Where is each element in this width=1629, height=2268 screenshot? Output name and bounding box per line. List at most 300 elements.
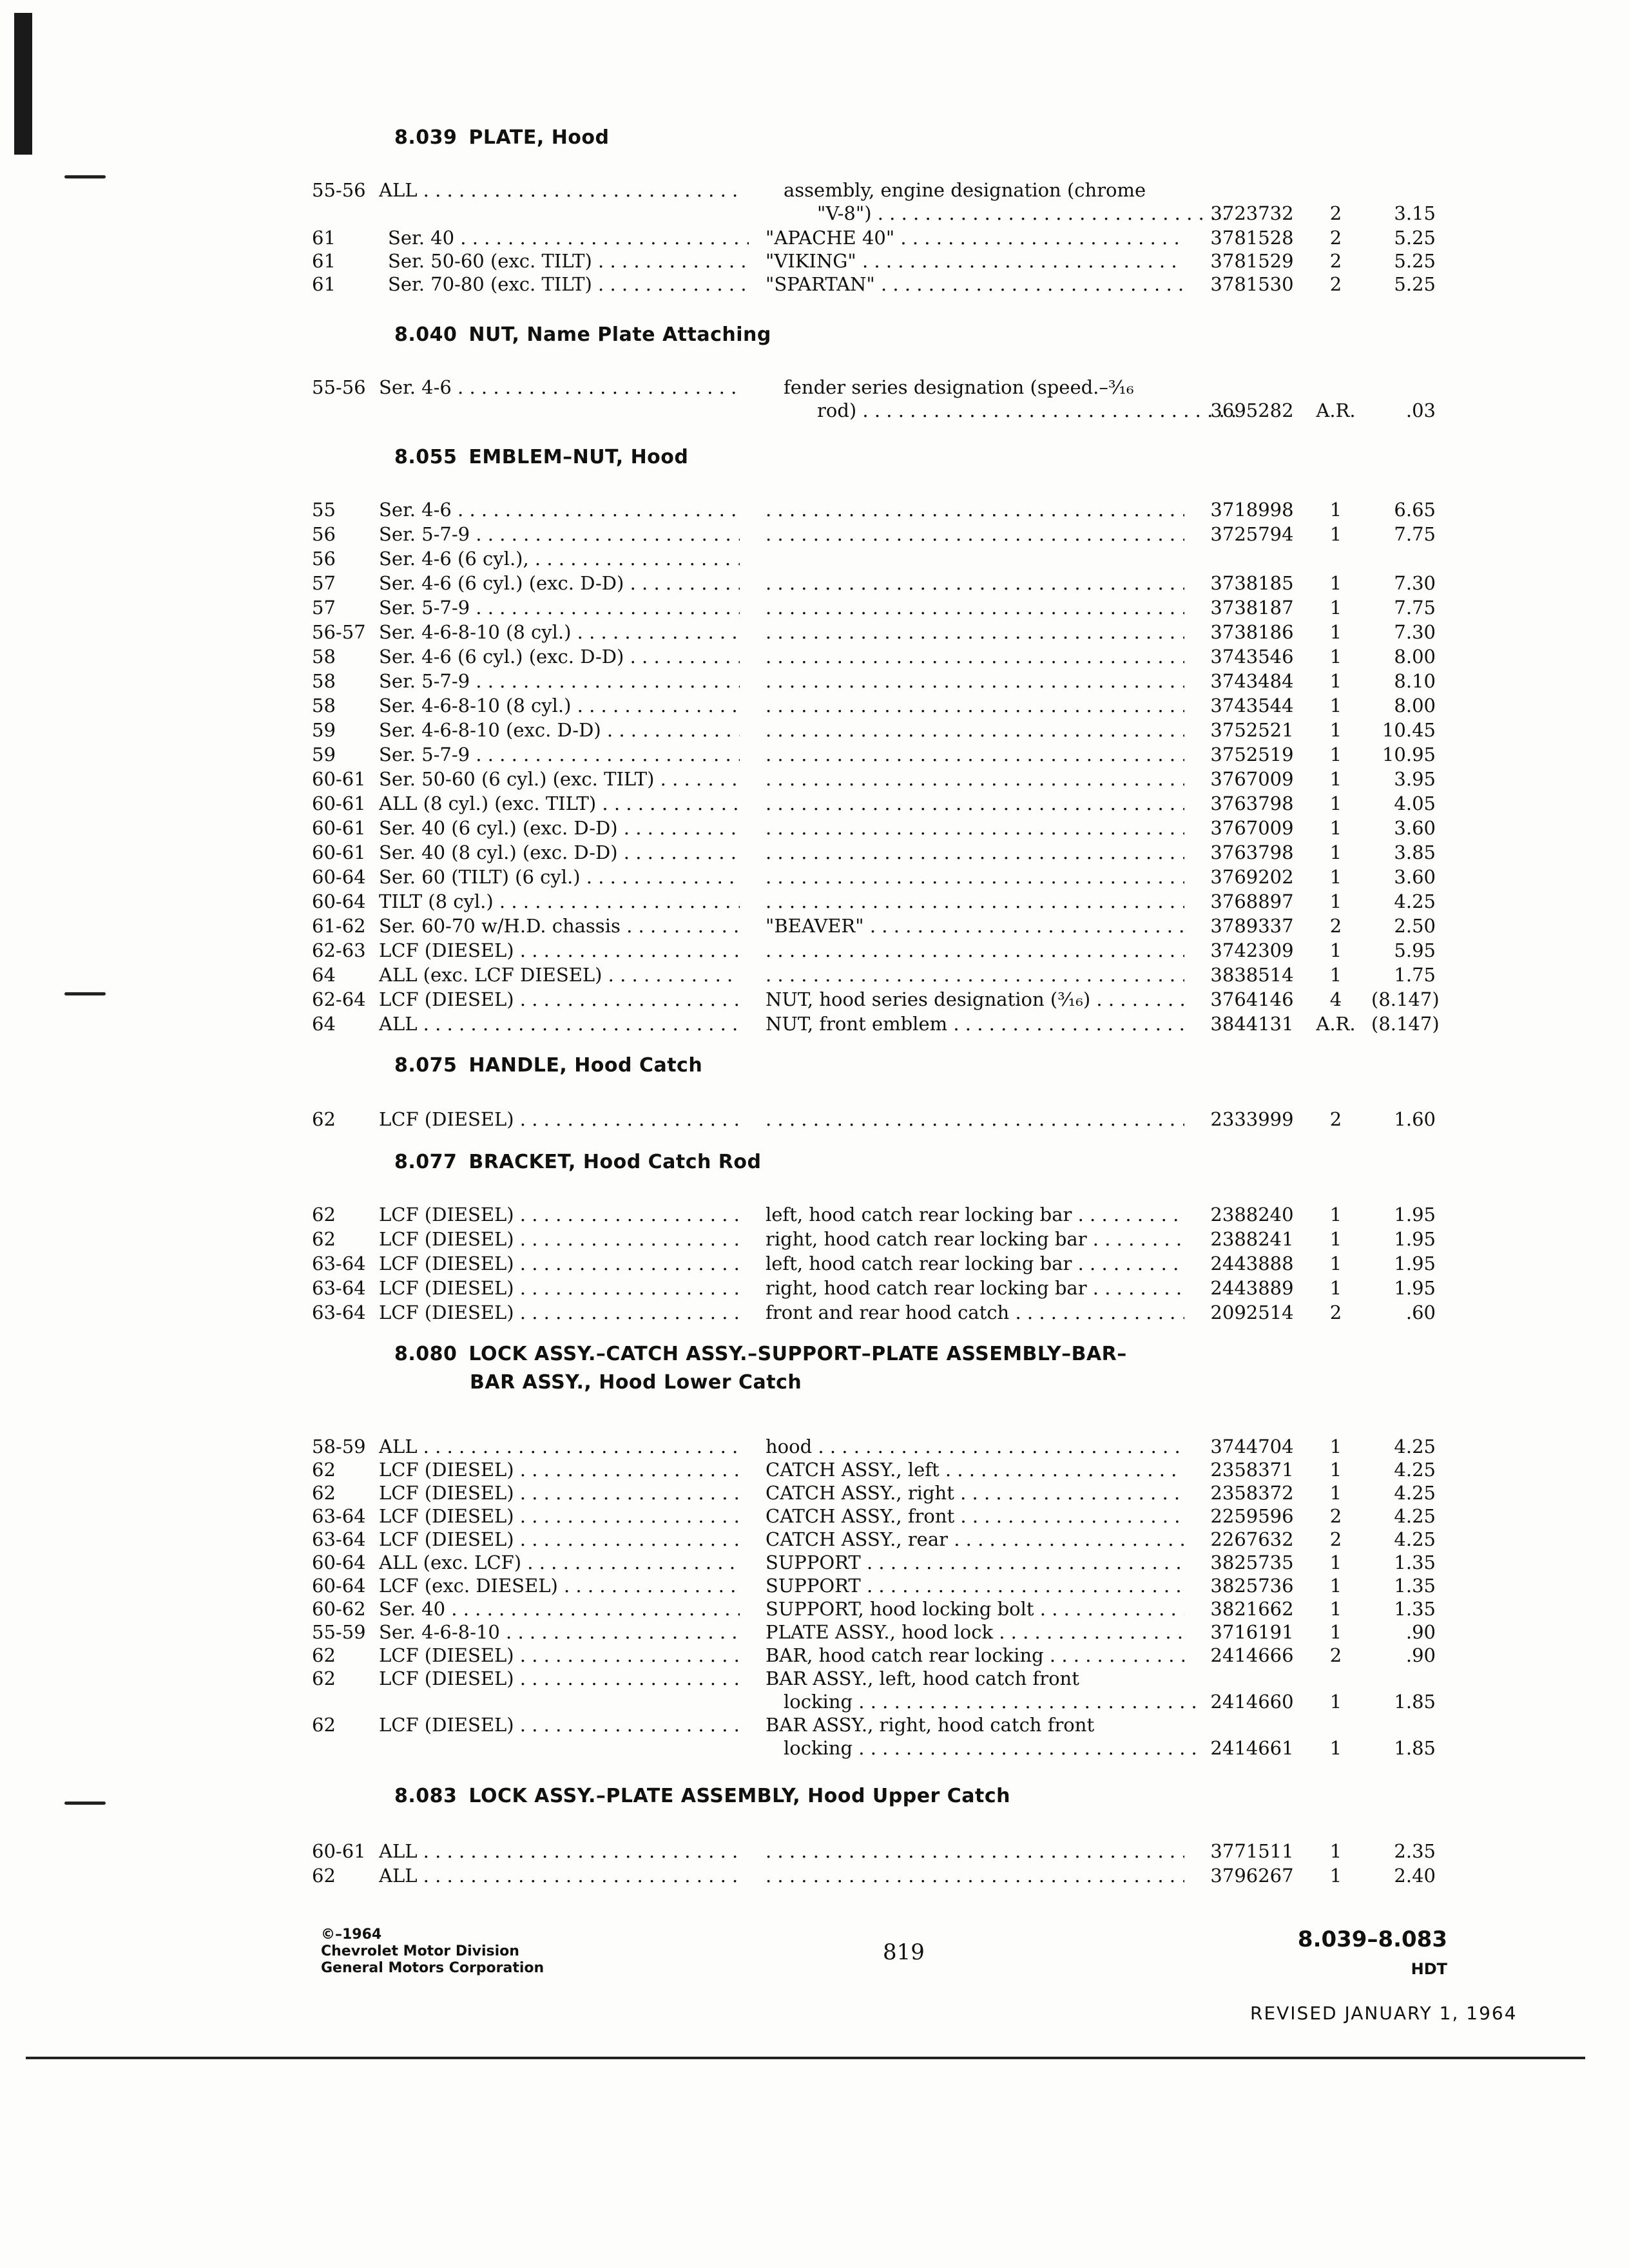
quantity-cell: 1 — [1329, 939, 1342, 961]
table-row-continuation — [0, 1736, 1629, 1760]
description-cell: BAR ASSY., left, hood catch front — [766, 1667, 1079, 1689]
model-cell: LCF (DIESEL) . . . — [379, 987, 740, 1012]
table-row — [0, 840, 1629, 865]
description-cell: CATCH ASSY., right . . . — [766, 1481, 1184, 1505]
model-cell: LCF (DIESEL) . . . — [379, 1713, 740, 1737]
table-row — [0, 1251, 1629, 1276]
table-row — [0, 767, 1629, 791]
description-cell: CATCH ASSY., front . . . — [766, 1504, 1184, 1528]
table-row — [0, 1550, 1629, 1575]
part-number-cell: 3743546 — [1210, 646, 1294, 668]
quantity-cell: 2 — [1329, 1528, 1342, 1550]
description-cell — [766, 595, 1184, 620]
table-row: "V-8") . . . 3723732 2 3.15 — [0, 201, 1629, 226]
section-heading: 8.075 HANDLE, Hood Catch — [394, 1054, 703, 1077]
part-number-cell: 3821662 — [1210, 1598, 1294, 1620]
part-number-cell: 2414666 — [1210, 1644, 1294, 1666]
year-cell: 60-62 — [312, 1598, 366, 1620]
part-number-cell: 3743544 — [1210, 695, 1294, 716]
description-cell: SUPPORT . . . — [766, 1573, 1184, 1598]
description-cell — [766, 693, 1184, 718]
model-cell: ALL (8 cyl.) (exc. TILT) . . . — [379, 791, 740, 816]
table-row — [0, 1276, 1629, 1300]
model-cell: Ser. 4-6-8-10 (exc. D-D) . . . — [379, 718, 740, 742]
year-cell: 60-64 — [312, 1552, 366, 1573]
model-cell: LCF (DIESEL) . . . — [379, 1300, 740, 1325]
bottom-rule — [26, 2057, 1585, 2059]
model-cell: Ser. 4-6-8-10 . . . — [379, 1620, 740, 1644]
model-cell: Ser. 5-7-9 . . . — [379, 522, 740, 546]
description-cell: right, hood catch rear locking bar . . . — [766, 1276, 1184, 1300]
part-number-cell: 3752521 — [1210, 719, 1294, 741]
table-row — [0, 1504, 1629, 1528]
price-cell: 2.50 — [1394, 915, 1436, 937]
quantity-cell: 1 — [1329, 890, 1342, 912]
price-cell: 7.75 — [1394, 597, 1436, 619]
description-cell: hood . . . — [766, 1434, 1184, 1459]
part-number-cell: 2443888 — [1210, 1253, 1294, 1274]
price-cell: 7.75 — [1394, 523, 1436, 545]
section-heading: 8.039 PLATE, Hood — [394, 126, 610, 149]
description-cell — [766, 840, 1184, 865]
table-row — [0, 987, 1629, 1012]
year-cell: 60-61 — [312, 817, 366, 839]
table-row — [0, 742, 1629, 767]
quantity-cell: 1 — [1329, 1691, 1342, 1713]
model-cell: Ser. 5-7-9 . . . — [379, 595, 740, 620]
description-cell: BAR, hood catch rear locking . . . — [766, 1643, 1184, 1667]
quantity-cell: 1 — [1329, 499, 1342, 521]
table-row — [0, 914, 1629, 938]
table-row — [0, 1863, 1629, 1888]
year-cell: 62 — [312, 1644, 336, 1666]
table-row — [0, 546, 1629, 571]
table-row — [0, 1481, 1629, 1505]
description-cell — [766, 938, 1184, 963]
table-row — [0, 1666, 1629, 1691]
description-cell: NUT, hood series designation (³⁄₁₆) . . . — [766, 987, 1184, 1012]
table-row — [0, 1620, 1629, 1644]
section-heading: 8.040 NUT, Name Plate Attaching — [394, 323, 771, 346]
price-cell: 2.40 — [1394, 1865, 1436, 1887]
table-row — [0, 791, 1629, 816]
model-cell: ALL . . . — [379, 1434, 740, 1459]
price-cell: 1.95 — [1394, 1253, 1436, 1274]
table-row — [0, 669, 1629, 693]
quantity-cell: 1 — [1329, 1621, 1342, 1643]
table-row — [0, 522, 1629, 546]
model-cell: Ser. 4-6 . . . — [379, 497, 740, 522]
price-cell: 4.25 — [1394, 1482, 1436, 1504]
part-number-cell: 3763798 — [1210, 793, 1294, 814]
model-cell: LCF (DIESEL) . . . — [379, 1527, 740, 1552]
description-cell: SUPPORT, hood locking bolt . . . — [766, 1597, 1184, 1621]
quantity-cell: 1 — [1329, 597, 1342, 619]
table-row — [0, 1202, 1629, 1227]
model-cell: ALL (exc. LCF DIESEL) . . . — [379, 963, 740, 987]
table-row — [0, 1573, 1629, 1598]
year-cell: 60-61 — [312, 768, 366, 790]
model-cell: Ser. 4-6-8-10 (8 cyl.) . . . — [379, 693, 740, 718]
price-cell: (8.147) — [1371, 1013, 1440, 1035]
part-number-cell: 2388241 — [1210, 1228, 1294, 1250]
description-cell — [766, 718, 1184, 742]
table-row: 55-56 ALL . . . assembly, engine designation (chrome — [0, 178, 1629, 202]
price-cell: 1.75 — [1394, 964, 1436, 986]
part-number-cell: 3716191 — [1210, 1621, 1294, 1643]
quantity-cell: 1 — [1329, 1865, 1342, 1887]
scan-binding-mark — [14, 13, 32, 155]
year-cell: 62 — [312, 1714, 336, 1736]
part-number-cell: 2358372 — [1210, 1482, 1294, 1504]
price-cell: 1.85 — [1394, 1737, 1436, 1759]
price-cell: 8.00 — [1394, 695, 1436, 716]
quantity-cell: 2 — [1329, 1302, 1342, 1323]
table-row: 55-56 Ser. 4-6 . . . fender series designation (speed.–³⁄₁₆ — [0, 375, 1629, 399]
price-cell: 3.95 — [1394, 768, 1436, 790]
price-cell: .90 — [1405, 1644, 1436, 1666]
model-cell: TILT (8 cyl.) . . . — [379, 889, 740, 914]
quantity-cell: 1 — [1329, 768, 1342, 790]
quantity-cell: 1 — [1329, 1598, 1342, 1620]
model-cell: Ser. 40 . . . — [379, 1597, 740, 1621]
part-number-cell: 3752519 — [1210, 744, 1294, 765]
quantity-cell: 1 — [1329, 1204, 1342, 1225]
description-cell — [766, 644, 1184, 669]
year-cell: 63-64 — [312, 1528, 366, 1550]
part-number-cell: 3796267 — [1210, 1865, 1294, 1887]
model-cell: LCF (DIESEL) . . . — [379, 1457, 740, 1482]
year-cell: 60-61 — [312, 841, 366, 863]
catalog-code: HDT — [1411, 1960, 1447, 1978]
table-row-continuation — [0, 1689, 1629, 1714]
description-cell — [766, 963, 1184, 987]
price-cell: 8.00 — [1394, 646, 1436, 668]
table-row — [0, 889, 1629, 914]
description-cell — [766, 571, 1184, 595]
description-cell — [766, 889, 1184, 914]
table-row — [0, 1527, 1629, 1552]
price-cell: 1.95 — [1394, 1277, 1436, 1299]
model-cell: Ser. 50-60 (6 cyl.) (exc. TILT) . . . — [379, 767, 740, 791]
part-number-cell: 2092514 — [1210, 1302, 1294, 1323]
section-range: 8.039–8.083 — [1297, 1927, 1447, 1952]
quantity-cell: 2 — [1329, 1644, 1342, 1666]
section-heading: 8.055 EMBLEM–NUT, Hood — [394, 446, 689, 468]
table-row: 61 Ser. 40 . . . "APACHE 40" . . . 3781528 2 5.25 — [0, 226, 1629, 250]
part-number-cell: 3743484 — [1210, 670, 1294, 692]
part-number-cell: 3763798 — [1210, 841, 1294, 863]
quantity-cell: 1 — [1329, 1482, 1342, 1504]
year-cell: 62 — [312, 1204, 336, 1225]
section-heading: 8.077 BRACKET, Hood Catch Rod — [394, 1151, 762, 1173]
model-cell: LCF (exc. DIESEL) . . . — [379, 1573, 740, 1598]
description-cell: left, hood catch rear locking bar . . . — [766, 1251, 1184, 1276]
year-cell: 62-63 — [312, 939, 366, 961]
part-number-cell: 3738185 — [1210, 572, 1294, 594]
quantity-cell: 1 — [1329, 1253, 1342, 1274]
price-cell: 3.60 — [1394, 817, 1436, 839]
year-cell: 64 — [312, 1013, 336, 1035]
part-number-cell: 3738186 — [1210, 621, 1294, 643]
year-cell: 55 — [312, 499, 336, 521]
year-cell: 57 — [312, 572, 336, 594]
price-cell: 4.25 — [1394, 1459, 1436, 1481]
year-cell: 58 — [312, 670, 336, 692]
description-cell — [766, 620, 1184, 644]
model-cell: LCF (DIESEL) . . . — [379, 1276, 740, 1300]
table-row — [0, 571, 1629, 595]
table-row — [0, 1597, 1629, 1621]
year-cell: 58-59 — [312, 1436, 366, 1457]
table-row — [0, 1300, 1629, 1325]
year-cell: 64 — [312, 964, 336, 986]
table-row — [0, 693, 1629, 718]
description-cell — [766, 791, 1184, 816]
model-cell: LCF (DIESEL) . . . — [379, 1504, 740, 1528]
part-number-cell: 2414661 — [1210, 1737, 1294, 1759]
quantity-cell: 1 — [1329, 744, 1342, 765]
model-cell: Ser. 40 (8 cyl.) (exc. D-D) . . . — [379, 840, 740, 865]
price-cell: 1.95 — [1394, 1228, 1436, 1250]
model-cell: Ser. 4-6 (6 cyl.), . . . — [379, 546, 740, 571]
table-row — [0, 963, 1629, 987]
part-number-cell: 2267632 — [1210, 1528, 1294, 1550]
part-number-cell: 3769202 — [1210, 866, 1294, 888]
year-cell: 63-64 — [312, 1505, 366, 1527]
model-cell: LCF (DIESEL) . . . — [379, 1643, 740, 1667]
year-cell: 59 — [312, 719, 336, 741]
part-number-cell: 3768897 — [1210, 890, 1294, 912]
table-row — [0, 497, 1629, 522]
quantity-cell: 1 — [1329, 841, 1342, 863]
description-cell: CATCH ASSY., left . . . — [766, 1457, 1184, 1482]
price-cell: 4.25 — [1394, 890, 1436, 912]
quantity-cell: 1 — [1329, 1575, 1342, 1597]
year-cell: 60-61 — [312, 793, 366, 814]
description-cell — [766, 816, 1184, 840]
price-cell: 8.10 — [1394, 670, 1436, 692]
model-cell: ALL (exc. LCF) . . . — [379, 1550, 740, 1575]
quantity-cell: 1 — [1329, 646, 1342, 668]
description-cell: NUT, front emblem . . . — [766, 1012, 1184, 1036]
part-number-cell: 2443889 — [1210, 1277, 1294, 1299]
table-row: rod) . . . 3695282 A.R. .03 — [0, 398, 1629, 423]
price-cell: 2.35 — [1394, 1840, 1436, 1862]
year-cell: 62 — [312, 1865, 336, 1887]
price-cell: 6.65 — [1394, 499, 1436, 521]
year-cell: 60-64 — [312, 890, 366, 912]
table-row — [0, 718, 1629, 742]
copyright-block: ©–1964 Chevrolet Motor Division General Motors Corporation — [321, 1927, 545, 1976]
model-cell: LCF (DIESEL) . . . — [379, 1481, 740, 1505]
table-row — [0, 1227, 1629, 1251]
quantity-cell: 2 — [1329, 915, 1342, 937]
quantity-cell: 1 — [1329, 719, 1342, 741]
model-cell: LCF (DIESEL) . . . — [379, 1227, 740, 1251]
part-number-cell: 3718998 — [1210, 499, 1294, 521]
price-cell: 1.35 — [1394, 1552, 1436, 1573]
quantity-cell: 1 — [1329, 523, 1342, 545]
description-cell — [766, 742, 1184, 767]
description-cell: BAR ASSY., right, hood catch front — [766, 1714, 1095, 1736]
model-cell: ALL . . . — [379, 1839, 740, 1863]
year-cell: 56 — [312, 548, 336, 570]
part-number-cell: 3742309 — [1210, 939, 1294, 961]
price-cell: (8.147) — [1371, 988, 1440, 1010]
description-cell: "BEAVER" . . . — [766, 914, 1184, 938]
year-cell: 55-59 — [312, 1621, 366, 1643]
year-cell: 56 — [312, 523, 336, 545]
section-heading: 8.083 LOCK ASSY.–PLATE ASSEMBLY, Hood Upper Catch — [394, 1785, 1011, 1807]
price-cell: 4.05 — [1394, 793, 1436, 814]
description-cell: locking . . . — [766, 1689, 1202, 1714]
description-cell: SUPPORT . . . — [766, 1550, 1184, 1575]
quantity-cell: A.R. — [1316, 1013, 1356, 1035]
year-cell: 62 — [312, 1459, 336, 1481]
price-cell: 4.25 — [1394, 1436, 1436, 1457]
year-cell: 62 — [312, 1667, 336, 1689]
year-cell: 58 — [312, 695, 336, 716]
margin-tick — [64, 1802, 106, 1805]
price-cell: 5.95 — [1394, 939, 1436, 961]
price-cell: 4.25 — [1394, 1505, 1436, 1527]
description-cell — [766, 1839, 1184, 1863]
year-cell: 62 — [312, 1482, 336, 1504]
quantity-cell: 1 — [1329, 670, 1342, 692]
quantity-cell: 1 — [1329, 1552, 1342, 1573]
table-row — [0, 620, 1629, 644]
part-number-cell: 3738187 — [1210, 597, 1294, 619]
description-cell: left, hood catch rear locking bar . . . — [766, 1202, 1184, 1227]
year-cell: 60-61 — [312, 1840, 366, 1862]
year-cell: 57 — [312, 597, 336, 619]
model-cell: Ser. 40 (6 cyl.) (exc. D-D) . . . — [379, 816, 740, 840]
table-row: 61 Ser. 70-80 (exc. TILT) . . . "SPARTAN" . . . 3781530 2 5.25 — [0, 272, 1629, 296]
model-cell: Ser. 4-6-8-10 (8 cyl.) . . . — [379, 620, 740, 644]
quantity-cell: 1 — [1329, 572, 1342, 594]
price-cell: 3.85 — [1394, 841, 1436, 863]
price-cell: 10.95 — [1382, 744, 1436, 765]
description-cell — [766, 767, 1184, 791]
year-cell: 62-64 — [312, 988, 366, 1010]
table-row — [0, 938, 1629, 963]
quantity-cell: 1 — [1329, 1228, 1342, 1250]
quantity-cell: 2 — [1329, 1505, 1342, 1527]
price-cell: 10.45 — [1382, 719, 1436, 741]
model-cell: Ser. 60 (TILT) (6 cyl.) . . . — [379, 865, 740, 889]
year-cell: 56-57 — [312, 621, 366, 643]
description-cell: CATCH ASSY., rear . . . — [766, 1527, 1184, 1552]
price-cell: .60 — [1405, 1302, 1436, 1323]
table-row — [0, 644, 1629, 669]
description-cell — [766, 522, 1184, 546]
price-cell: 1.85 — [1394, 1691, 1436, 1713]
part-number-cell: 2414660 — [1210, 1691, 1294, 1713]
section-heading: 8.080 LOCK ASSY.–CATCH ASSY.–SUPPORT–PLATE ASSEMBLY–BAR– BAR ASSY., Hood Lower Catch — [394, 1343, 1127, 1394]
price-cell: 7.30 — [1394, 621, 1436, 643]
quantity-cell: 1 — [1329, 1737, 1342, 1759]
price-cell: 7.30 — [1394, 572, 1436, 594]
part-number-cell: 2388240 — [1210, 1204, 1294, 1225]
price-cell: .90 — [1405, 1621, 1436, 1643]
page-number: 819 — [883, 1939, 925, 1965]
part-number-cell: 3825735 — [1210, 1552, 1294, 1573]
model-cell: ALL . . . — [379, 1863, 740, 1888]
year-cell: 60-64 — [312, 866, 366, 888]
price-cell: 1.95 — [1394, 1204, 1436, 1225]
table-row: 61 Ser. 50-60 (exc. TILT) . . . "VIKING" . . . 3781529 2 5.25 — [0, 249, 1629, 273]
year-cell: 63-64 — [312, 1302, 366, 1323]
quantity-cell: 4 — [1329, 988, 1342, 1010]
year-cell: 61-62 — [312, 915, 366, 937]
table-row — [0, 595, 1629, 620]
description-cell — [766, 497, 1184, 522]
model-cell: LCF (DIESEL) . . . — [379, 1202, 740, 1227]
model-cell: ALL . . . — [379, 1012, 740, 1036]
description-cell — [766, 865, 1184, 889]
description-cell — [766, 1863, 1184, 1888]
description-cell: front and rear hood catch . . . — [766, 1300, 1184, 1325]
quantity-cell: 1 — [1329, 621, 1342, 643]
year-cell: 58 — [312, 646, 336, 668]
table-row — [0, 1012, 1629, 1036]
part-number-cell: 3789337 — [1210, 915, 1294, 937]
part-number-cell: 3764146 — [1210, 988, 1294, 1010]
table-row — [0, 1434, 1629, 1459]
model-cell: LCF (DIESEL) . . . — [379, 1666, 740, 1691]
table-row — [0, 1839, 1629, 1863]
part-number-cell: 3767009 — [1210, 817, 1294, 839]
quantity-cell: 1 — [1329, 1277, 1342, 1299]
table-row — [0, 1713, 1629, 1737]
quantity-cell: 1 — [1329, 793, 1342, 814]
model-cell: LCF (DIESEL) . . . — [379, 1251, 740, 1276]
model-cell: Ser. 4-6 (6 cyl.) (exc. D-D) . . . — [379, 644, 740, 669]
description-cell: right, hood catch rear locking bar . . . — [766, 1227, 1184, 1251]
year-cell: 63-64 — [312, 1277, 366, 1299]
table-row — [0, 865, 1629, 889]
part-number-cell: 3725794 — [1210, 523, 1294, 545]
table-row — [0, 1457, 1629, 1482]
year-cell: 60-64 — [312, 1575, 366, 1597]
description-cell — [766, 669, 1184, 693]
quantity-cell: 1 — [1329, 1436, 1342, 1457]
model-cell: Ser. 4-6 (6 cyl.) (exc. D-D) . . . — [379, 571, 740, 595]
part-number-cell: 3767009 — [1210, 768, 1294, 790]
quantity-cell: 1 — [1329, 817, 1342, 839]
table-row — [0, 816, 1629, 840]
revision-date: REVISED JANUARY 1, 1964 — [1250, 2003, 1518, 2024]
part-number-cell: 3838514 — [1210, 964, 1294, 986]
year-cell: 63-64 — [312, 1253, 366, 1274]
quantity-cell: 1 — [1329, 1840, 1342, 1862]
part-number-cell: 3744704 — [1210, 1436, 1294, 1457]
description-cell: PLATE ASSY., hood lock . . . — [766, 1620, 1184, 1644]
model-cell: Ser. 60-70 w/H.D. chassis . . . — [379, 914, 740, 938]
quantity-cell: 1 — [1329, 1459, 1342, 1481]
price-cell: 3.60 — [1394, 866, 1436, 888]
part-number-cell: 2358371 — [1210, 1459, 1294, 1481]
table-row: 62 LCF (DIESEL) . . . . . . 2333999 2 1.60 — [0, 1107, 1629, 1131]
price-cell: 4.25 — [1394, 1528, 1436, 1550]
description-cell: locking . . . — [766, 1736, 1202, 1760]
quantity-cell: 1 — [1329, 866, 1342, 888]
model-cell: Ser. 5-7-9 . . . — [379, 669, 740, 693]
model-cell: LCF (DIESEL) . . . — [379, 938, 740, 963]
year-cell: 62 — [312, 1228, 336, 1250]
price-cell: 1.35 — [1394, 1575, 1436, 1597]
